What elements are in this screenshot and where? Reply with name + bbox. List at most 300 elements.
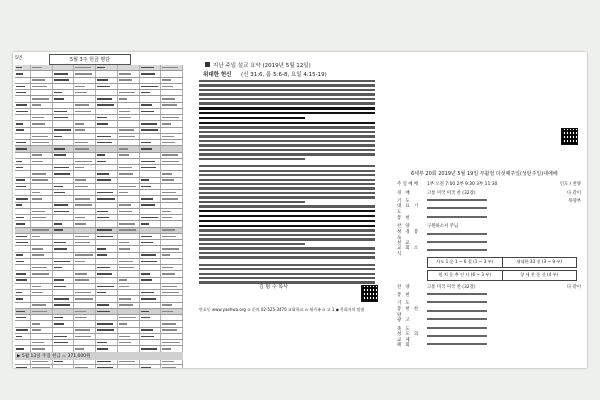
table-cell (161, 84, 183, 89)
text-line (427, 199, 487, 201)
table-cell (31, 78, 53, 83)
table-cell (53, 203, 75, 208)
sermon-header: 지난 주일 설교 요약 (2019년 5월 12일) (213, 63, 311, 69)
table-cell (31, 278, 53, 283)
table-cell (96, 346, 118, 351)
table-cell (31, 265, 53, 270)
text-line (427, 327, 487, 329)
table-cell (96, 109, 118, 114)
table-cell (140, 153, 162, 158)
table-cell (74, 190, 96, 195)
text-line (199, 277, 375, 279)
table-cell (96, 134, 118, 139)
table-cell (161, 278, 183, 283)
bulletin-sheet (13, 52, 587, 368)
table-cell (31, 146, 53, 151)
table-cell (53, 284, 75, 289)
table-cell (161, 234, 183, 239)
text-line (427, 241, 487, 243)
table-cell (15, 334, 31, 339)
table-cell (31, 290, 53, 295)
table-cell (118, 209, 140, 214)
table-cell (31, 96, 53, 101)
table-cell (15, 196, 31, 201)
scripture-cell: 사도 1 운 1 ~ 6 절 (1 ~ 3 부) (436, 259, 494, 265)
table-cell (31, 365, 53, 368)
table-cell (31, 171, 53, 176)
table-cell (74, 253, 96, 258)
worship-label: 주일예배 (397, 182, 420, 188)
worship-column (389, 52, 587, 368)
table-cell (140, 234, 162, 239)
table-cell (53, 309, 75, 314)
table-cell (161, 196, 183, 201)
table-cell (74, 203, 96, 208)
table-cell (140, 296, 162, 301)
worship-header: 6세부 20회 2019년 5월 19일 부활절 다섯째주일(성탄주일)대예배 (411, 171, 558, 177)
text-line (427, 249, 487, 251)
table-cell (53, 134, 75, 139)
table-cell (74, 115, 96, 120)
worship-row (397, 246, 581, 258)
text-line (199, 122, 375, 125)
worship-body (427, 293, 543, 298)
text-line (427, 301, 487, 303)
table-cell (140, 321, 162, 326)
table-cell (53, 215, 75, 220)
table-cell (31, 190, 53, 195)
table-cell (53, 103, 75, 108)
table-cell (161, 246, 183, 251)
table-cell (96, 340, 118, 345)
table-cell (96, 153, 118, 158)
table-cell (96, 146, 118, 151)
worship-label: 축 도 (397, 326, 412, 332)
offering-table (15, 65, 183, 368)
table-cell (31, 90, 53, 95)
table-cell (118, 309, 140, 314)
table-cell (74, 146, 96, 151)
table-cell (15, 284, 31, 289)
table-cell (74, 128, 96, 133)
table-cell (96, 203, 118, 208)
table-cell (53, 128, 75, 133)
table-cell (15, 128, 31, 133)
table-cell (161, 159, 183, 164)
text-line (199, 117, 305, 120)
text-line (199, 205, 375, 207)
table-cell (118, 259, 140, 264)
table-cell (74, 240, 96, 245)
text-line (199, 238, 375, 240)
sermon-title: 위대한 헌신 (203, 72, 232, 78)
table-cell (15, 96, 31, 101)
table-cell (53, 321, 75, 326)
table-cell (118, 215, 140, 220)
table-cell (118, 128, 140, 133)
table-cell (53, 278, 75, 283)
table-cell (74, 278, 96, 283)
table-cell (53, 228, 75, 233)
table-cell (53, 65, 75, 70)
sermon-footer: 반포동 www.yaehwa.org ⊙ 문의 02-525-3470 교회학교 ⊙ 새가족 ⊙ 고 1 ◆ 목회자의 말씀 (199, 307, 365, 312)
qr-code-icon (561, 128, 578, 145)
worship-label: 경 배 (397, 190, 412, 196)
table-cell (15, 234, 31, 239)
table-cell (140, 215, 162, 220)
text-line (199, 80, 375, 82)
table-cell (140, 365, 162, 368)
table-cell (161, 321, 183, 326)
table-cell (161, 153, 183, 158)
table-cell (15, 228, 31, 233)
table-cell (118, 196, 140, 201)
qr-code-icon (361, 285, 378, 302)
table-cell (74, 259, 96, 264)
table-cell (96, 234, 118, 239)
text-line (199, 102, 375, 104)
table-cell (140, 209, 162, 214)
scripture-box (427, 257, 577, 268)
worship-label: 기 도 (397, 198, 412, 204)
worship-row (397, 188, 581, 196)
bullet-icon (205, 62, 210, 67)
text-line (199, 183, 375, 185)
text-line (199, 268, 375, 270)
table-cell (74, 153, 96, 158)
table-cell (15, 153, 31, 158)
table-cell (74, 159, 96, 164)
worship-label: 기 도 (397, 301, 412, 307)
table-cell (53, 234, 75, 239)
worship-order (397, 180, 581, 350)
table-cell (74, 221, 96, 226)
text-line (199, 107, 375, 110)
worship-body (427, 207, 543, 212)
worship-row (397, 316, 581, 324)
table-cell (74, 321, 96, 326)
text-line (199, 256, 375, 258)
table-cell (15, 259, 31, 264)
table-cell (74, 178, 96, 183)
table-cell (161, 96, 183, 101)
scripture-cell: 새대한 33 장 (3 ~ 9 부) (502, 258, 577, 267)
table-cell (31, 65, 53, 70)
table-cell (161, 271, 183, 276)
table-cell (161, 296, 183, 301)
table-cell (140, 334, 162, 339)
table-cell (140, 309, 162, 314)
table-cell (118, 103, 140, 108)
table-cell (140, 84, 162, 89)
table-cell (31, 159, 53, 164)
table-cell (118, 96, 140, 101)
table-cell (31, 128, 53, 133)
text-line (199, 201, 305, 203)
worship-body (427, 318, 543, 323)
table-cell (161, 184, 183, 189)
table-cell (140, 103, 162, 108)
table-cell (161, 171, 183, 176)
table-cell (31, 121, 53, 126)
table-cell (31, 246, 53, 251)
table-cell (118, 271, 140, 276)
table-cell (140, 165, 162, 170)
text-line (199, 220, 375, 223)
worship-body (427, 343, 543, 348)
table-cell (31, 109, 53, 114)
table-cell (96, 290, 118, 295)
table-cell (31, 221, 53, 226)
worship-leader: 다 같이 (566, 284, 581, 290)
text-line (199, 144, 375, 146)
table-cell (31, 309, 53, 314)
table-cell (118, 321, 140, 326)
table-cell (15, 71, 31, 76)
table-cell (161, 121, 183, 126)
table-cell (96, 321, 118, 326)
worship-body: 구원하소서 주님 (427, 224, 459, 230)
table-cell (15, 290, 31, 295)
table-cell (118, 290, 140, 295)
table-cell (31, 103, 53, 108)
table-cell (118, 153, 140, 158)
worship-body (427, 326, 543, 331)
table-cell (96, 221, 118, 226)
text-line (199, 140, 375, 142)
table-cell (53, 328, 75, 333)
table-cell (53, 315, 75, 320)
worship-row (397, 283, 581, 291)
table-cell (74, 196, 96, 201)
table-cell (161, 165, 183, 170)
table-cell (15, 296, 31, 301)
table-cell (161, 134, 183, 139)
text-line (199, 210, 375, 213)
table-cell (15, 309, 31, 314)
table-cell (15, 340, 31, 345)
table-cell (15, 90, 31, 95)
table-cell (31, 209, 53, 214)
text-line (199, 93, 375, 95)
worship-row (397, 204, 581, 216)
table-cell (161, 284, 183, 289)
table-cell (140, 184, 162, 189)
text-line (199, 149, 375, 151)
text-line (199, 170, 375, 172)
table-cell (31, 328, 53, 333)
text-line (199, 135, 375, 137)
table-cell (161, 140, 183, 145)
table-cell (161, 259, 183, 264)
table-cell (118, 296, 140, 301)
table-cell (15, 178, 31, 183)
table-cell (31, 71, 53, 76)
text-line (199, 252, 375, 254)
table-cell (96, 259, 118, 264)
table-cell (31, 296, 53, 301)
table-cell (140, 265, 162, 270)
table-cell (31, 253, 53, 258)
table-cell (96, 84, 118, 89)
table-cell (15, 315, 31, 320)
table-cell (118, 284, 140, 289)
table-cell (161, 315, 183, 320)
table-cell (96, 128, 118, 133)
table-cell (74, 284, 96, 289)
table-cell (96, 284, 118, 289)
table-cell (118, 334, 140, 339)
table-cell (161, 178, 183, 183)
table-cell (31, 84, 53, 89)
table-cell (96, 278, 118, 283)
worship-body (427, 335, 543, 340)
table-cell (140, 65, 162, 70)
table-cell (140, 71, 162, 76)
worship-body (427, 240, 543, 245)
table-cell (140, 96, 162, 101)
table-cell (96, 90, 118, 95)
table-cell (15, 65, 31, 70)
table-cell (118, 84, 140, 89)
table-cell (15, 115, 31, 120)
table-cell (31, 140, 53, 145)
table-cell (140, 78, 162, 83)
table-cell (74, 309, 96, 314)
table-cell (74, 328, 96, 333)
table-cell (31, 259, 53, 264)
text-line (199, 264, 375, 266)
text-line (199, 192, 375, 194)
table-cell (118, 253, 140, 258)
table-cell (118, 303, 140, 308)
sermon-column (189, 52, 385, 368)
table-cell (118, 171, 140, 176)
table-cell (15, 134, 31, 139)
table-cell (53, 171, 75, 176)
table-cell (161, 253, 183, 258)
table-cell (140, 134, 162, 139)
worship-row (397, 229, 581, 241)
table-cell (161, 334, 183, 339)
table-cell (161, 290, 183, 295)
offering-header (15, 54, 183, 63)
text-line (427, 318, 487, 320)
table-cell (15, 253, 31, 258)
worship-row (397, 214, 581, 222)
table-cell (15, 165, 31, 170)
table-cell (96, 171, 118, 176)
table-cell (161, 128, 183, 133)
text-line (199, 98, 375, 100)
table-cell (53, 334, 75, 339)
table-cell (53, 153, 75, 158)
table-cell (96, 115, 118, 120)
text-line (199, 215, 375, 218)
worship-row (397, 291, 581, 299)
worship-leader: 목양부 (568, 198, 581, 204)
table-cell (74, 65, 96, 70)
worship-label: 찬 양 (397, 224, 412, 230)
text-line (199, 89, 375, 91)
worship-body (427, 215, 543, 220)
text-line (199, 126, 375, 128)
table-cell (53, 184, 75, 189)
table-cell (31, 284, 53, 289)
table-cell (15, 121, 31, 126)
table-cell (161, 240, 183, 245)
worship-label: 봉 헌 (397, 215, 412, 221)
text-line (199, 234, 375, 236)
table-cell (118, 240, 140, 245)
worship-label: 찬 양 (397, 284, 412, 290)
table-cell (74, 165, 96, 170)
table-cell (96, 309, 118, 314)
table-cell (31, 215, 53, 220)
table-cell (118, 203, 140, 208)
table-cell (96, 178, 118, 183)
table-cell (140, 228, 162, 233)
worship-label: 성 도 의 교 제 (397, 332, 420, 344)
table-cell (118, 221, 140, 226)
table-cell (15, 184, 31, 189)
text-line (199, 158, 305, 160)
table-cell (31, 115, 53, 120)
table-cell (74, 78, 96, 83)
worship-row (397, 341, 581, 349)
table-cell (140, 171, 162, 176)
text-line (427, 216, 487, 218)
table-cell (161, 340, 183, 345)
table-cell (15, 278, 31, 283)
table-cell (140, 128, 162, 133)
table-cell (96, 334, 118, 339)
table-cell (74, 209, 96, 214)
text-line (199, 229, 375, 231)
table-cell (140, 146, 162, 151)
table-cell (118, 278, 140, 283)
worship-body (427, 301, 543, 306)
table-cell (96, 96, 118, 101)
table-cell (118, 109, 140, 114)
worship-label: 대 표 기 도 (397, 204, 420, 216)
table-cell (118, 234, 140, 239)
table-cell (96, 271, 118, 276)
table-cell (118, 228, 140, 233)
table-cell (53, 340, 75, 345)
worship-leader: 인도 / 찬양 (559, 182, 581, 188)
table-cell (118, 121, 140, 126)
table-cell (53, 246, 75, 251)
table-cell (96, 196, 118, 201)
table-cell (140, 246, 162, 251)
table-cell (96, 209, 118, 214)
table-cell (140, 109, 162, 114)
table-cell (118, 340, 140, 345)
table-cell (74, 184, 96, 189)
offering-summary: ▶ 5월 13일 주일 헌금 = 371,000원 (15, 352, 183, 360)
table-cell (140, 290, 162, 295)
table-cell (31, 178, 53, 183)
table-cell (74, 134, 96, 139)
text-line (199, 273, 375, 275)
offering-title: 5월 3주 헌금 명단 (49, 54, 131, 65)
table-cell (161, 209, 183, 214)
table-cell (15, 209, 31, 214)
table-cell (53, 346, 75, 351)
table-cell (161, 90, 183, 95)
table-cell (118, 165, 140, 170)
